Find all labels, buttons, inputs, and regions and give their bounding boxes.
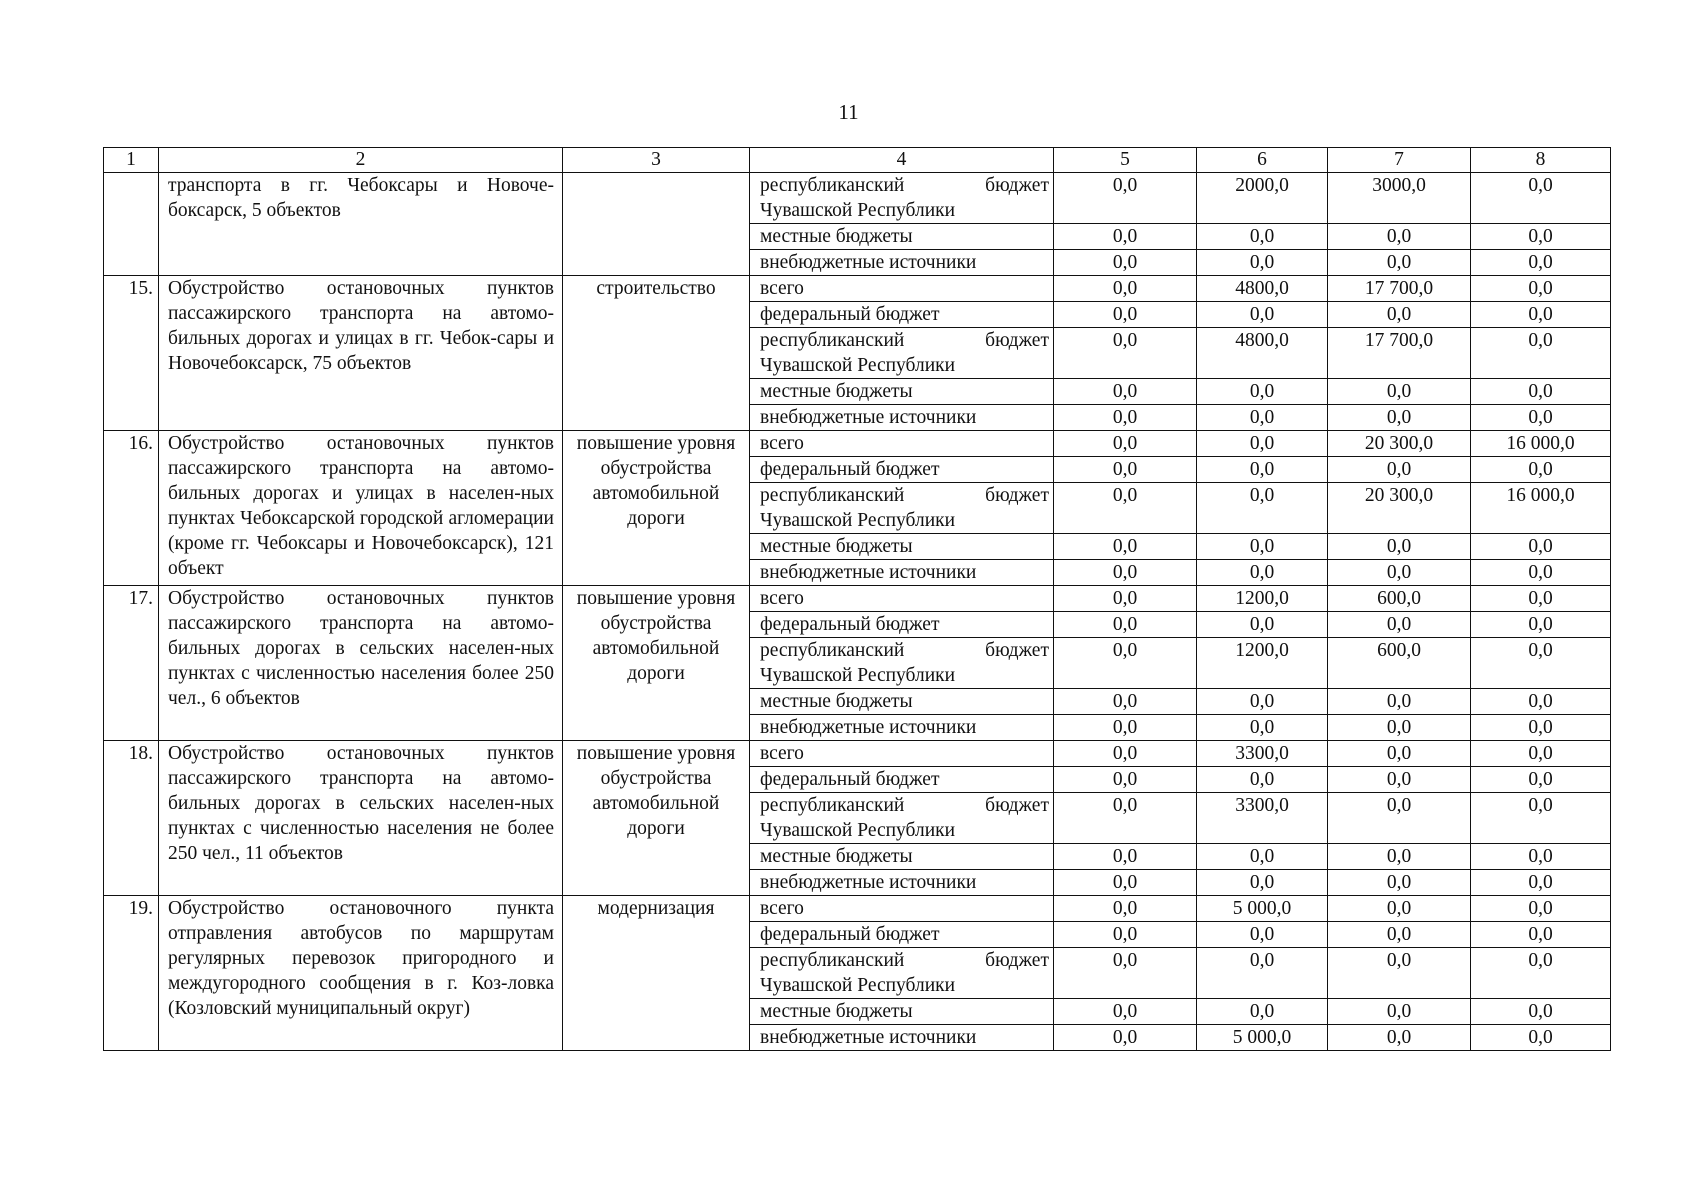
funding-source: республиканский бюджет Чувашской Республики xyxy=(750,483,1054,534)
value-col6: 1200,0 xyxy=(1197,638,1328,689)
value-col5: 0,0 xyxy=(1054,638,1197,689)
value-col6: 0,0 xyxy=(1197,302,1328,328)
budget-table xyxy=(103,147,1611,1051)
value-col5: 0,0 xyxy=(1054,276,1197,302)
funding-source: федеральный бюджет xyxy=(750,457,1054,483)
funding-source: федеральный бюджет xyxy=(750,302,1054,328)
value-col6: 0,0 xyxy=(1197,379,1328,405)
column-header: 2 xyxy=(159,148,563,173)
funding-source: внебюджетные источники xyxy=(750,1025,1054,1051)
funding-source: федеральный бюджет xyxy=(750,922,1054,948)
funding-source: местные бюджеты xyxy=(750,999,1054,1025)
value-col7: 0,0 xyxy=(1328,741,1471,767)
value-col6: 0,0 xyxy=(1197,250,1328,276)
funding-source: республиканский бюджет Чувашской Республики xyxy=(750,638,1054,689)
value-col8: 0,0 xyxy=(1471,767,1611,793)
value-col7: 0,0 xyxy=(1328,457,1471,483)
value-col7: 0,0 xyxy=(1328,896,1471,922)
item-description: Обустройство остановочных пунктов пассажирского транспорта на автомо-бильных дорогах в сельских населен-ных пунктах с численностью населения более 250 чел., 6 объектов xyxy=(159,586,563,741)
value-col5: 0,0 xyxy=(1054,741,1197,767)
value-col8: 0,0 xyxy=(1471,689,1611,715)
funding-source: республиканский бюджет Чувашской Республики xyxy=(750,948,1054,999)
funding-source: всего xyxy=(750,431,1054,457)
value-col5: 0,0 xyxy=(1054,586,1197,612)
work-type: повышение уровня обустройства автомобильной дороги xyxy=(563,431,750,586)
value-col5: 0,0 xyxy=(1054,405,1197,431)
funding-source: федеральный бюджет xyxy=(750,767,1054,793)
work-type: повышение уровня обустройства автомобильной дороги xyxy=(563,586,750,741)
column-number-row xyxy=(104,148,1611,173)
value-col8: 0,0 xyxy=(1471,173,1611,224)
value-col7: 20 300,0 xyxy=(1328,431,1471,457)
value-col5: 0,0 xyxy=(1054,896,1197,922)
item-description: Обустройство остановочных пунктов пассажирского транспорта на автомо-бильных дорогах в сельских населен-ных пунктах с численностью населения не более 250 чел., 11 объектов xyxy=(159,741,563,896)
value-col5: 0,0 xyxy=(1054,793,1197,844)
value-col6: 1200,0 xyxy=(1197,586,1328,612)
value-col5: 0,0 xyxy=(1054,328,1197,379)
value-col7: 3000,0 xyxy=(1328,173,1471,224)
value-col8: 0,0 xyxy=(1471,379,1611,405)
value-col8: 0,0 xyxy=(1471,793,1611,844)
value-col5: 0,0 xyxy=(1054,1025,1197,1051)
table-row xyxy=(104,173,1611,224)
value-col8: 0,0 xyxy=(1471,948,1611,999)
value-col6: 0,0 xyxy=(1197,457,1328,483)
item-description: Обустройство остановочных пунктов пассажирского транспорта на автомо-бильных дорогах и улицах в гг. Чебок-сары и Новочебоксарск, 75 объектов xyxy=(159,276,563,431)
value-col7: 0,0 xyxy=(1328,767,1471,793)
work-type: строительство xyxy=(563,276,750,431)
value-col8: 0,0 xyxy=(1471,457,1611,483)
value-col7: 0,0 xyxy=(1328,560,1471,586)
value-col7: 17 700,0 xyxy=(1328,276,1471,302)
funding-source: всего xyxy=(750,276,1054,302)
value-col5: 0,0 xyxy=(1054,689,1197,715)
table-row xyxy=(104,586,1611,612)
column-header: 7 xyxy=(1328,148,1471,173)
column-header: 4 xyxy=(750,148,1054,173)
value-col5: 0,0 xyxy=(1054,483,1197,534)
work-type xyxy=(563,173,750,276)
value-col7: 0,0 xyxy=(1328,612,1471,638)
value-col8: 0,0 xyxy=(1471,276,1611,302)
funding-source: местные бюджеты xyxy=(750,224,1054,250)
value-col5: 0,0 xyxy=(1054,948,1197,999)
funding-source: федеральный бюджет xyxy=(750,612,1054,638)
value-col5: 0,0 xyxy=(1054,379,1197,405)
table-row xyxy=(104,276,1611,302)
value-col8: 0,0 xyxy=(1471,896,1611,922)
column-header: 6 xyxy=(1197,148,1328,173)
funding-source: всего xyxy=(750,896,1054,922)
value-col8: 0,0 xyxy=(1471,612,1611,638)
value-col5: 0,0 xyxy=(1054,534,1197,560)
value-col5: 0,0 xyxy=(1054,560,1197,586)
value-col7: 0,0 xyxy=(1328,689,1471,715)
funding-source: местные бюджеты xyxy=(750,689,1054,715)
funding-source: внебюджетные источники xyxy=(750,560,1054,586)
value-col7: 0,0 xyxy=(1328,534,1471,560)
value-col6: 0,0 xyxy=(1197,767,1328,793)
funding-source: внебюджетные источники xyxy=(750,405,1054,431)
value-col7: 0,0 xyxy=(1328,870,1471,896)
value-col5: 0,0 xyxy=(1054,999,1197,1025)
funding-source: местные бюджеты xyxy=(750,534,1054,560)
value-col5: 0,0 xyxy=(1054,457,1197,483)
value-col6: 0,0 xyxy=(1197,715,1328,741)
item-number: 16. xyxy=(104,431,159,586)
value-col8: 0,0 xyxy=(1471,1025,1611,1051)
value-col6: 3300,0 xyxy=(1197,793,1328,844)
funding-source: республиканский бюджет Чувашской Республики xyxy=(750,173,1054,224)
table-body xyxy=(104,148,1611,1051)
value-col8: 0,0 xyxy=(1471,999,1611,1025)
funding-source: внебюджетные источники xyxy=(750,250,1054,276)
value-col5: 0,0 xyxy=(1054,715,1197,741)
funding-source: всего xyxy=(750,741,1054,767)
item-number: 15. xyxy=(104,276,159,431)
value-col7: 0,0 xyxy=(1328,405,1471,431)
value-col6: 0,0 xyxy=(1197,999,1328,1025)
item-description: Обустройство остановочного пункта отправления автобусов по маршрутам регулярных перевозок пригородного и междугородного сообщения в г. Коз-ловка (Козловский муниципальный округ) xyxy=(159,896,563,1051)
value-col6: 0,0 xyxy=(1197,922,1328,948)
column-header: 3 xyxy=(563,148,750,173)
value-col8: 0,0 xyxy=(1471,715,1611,741)
value-col8: 0,0 xyxy=(1471,224,1611,250)
table-row xyxy=(104,741,1611,767)
value-col8: 0,0 xyxy=(1471,328,1611,379)
value-col6: 0,0 xyxy=(1197,483,1328,534)
value-col6: 0,0 xyxy=(1197,844,1328,870)
funding-source: внебюджетные источники xyxy=(750,870,1054,896)
value-col6: 0,0 xyxy=(1197,405,1328,431)
value-col7: 20 300,0 xyxy=(1328,483,1471,534)
value-col6: 3300,0 xyxy=(1197,741,1328,767)
funding-source: всего xyxy=(750,586,1054,612)
value-col8: 0,0 xyxy=(1471,638,1611,689)
value-col5: 0,0 xyxy=(1054,870,1197,896)
value-col5: 0,0 xyxy=(1054,612,1197,638)
value-col6: 0,0 xyxy=(1197,689,1328,715)
funding-source: республиканский бюджет Чувашской Республики xyxy=(750,793,1054,844)
value-col6: 0,0 xyxy=(1197,431,1328,457)
value-col7: 0,0 xyxy=(1328,224,1471,250)
value-col6: 2000,0 xyxy=(1197,173,1328,224)
column-header: 5 xyxy=(1054,148,1197,173)
value-col8: 16 000,0 xyxy=(1471,483,1611,534)
value-col7: 0,0 xyxy=(1328,250,1471,276)
funding-source: республиканский бюджет Чувашской Республики xyxy=(750,328,1054,379)
column-header: 8 xyxy=(1471,148,1611,173)
value-col5: 0,0 xyxy=(1054,431,1197,457)
table-row xyxy=(104,431,1611,457)
value-col7: 0,0 xyxy=(1328,302,1471,328)
value-col5: 0,0 xyxy=(1054,224,1197,250)
value-col6: 0,0 xyxy=(1197,560,1328,586)
value-col7: 0,0 xyxy=(1328,379,1471,405)
value-col8: 0,0 xyxy=(1471,922,1611,948)
value-col8: 0,0 xyxy=(1471,302,1611,328)
value-col6: 0,0 xyxy=(1197,948,1328,999)
value-col7: 0,0 xyxy=(1328,844,1471,870)
value-col8: 0,0 xyxy=(1471,586,1611,612)
value-col6: 0,0 xyxy=(1197,612,1328,638)
work-type: повышение уровня обустройства автомобильной дороги xyxy=(563,741,750,896)
value-col8: 0,0 xyxy=(1471,405,1611,431)
funding-source: внебюджетные источники xyxy=(750,715,1054,741)
value-col6: 5 000,0 xyxy=(1197,896,1328,922)
value-col6: 5 000,0 xyxy=(1197,1025,1328,1051)
value-col5: 0,0 xyxy=(1054,250,1197,276)
item-number: 17. xyxy=(104,586,159,741)
table-row xyxy=(104,896,1611,922)
funding-source: местные бюджеты xyxy=(750,844,1054,870)
value-col5: 0,0 xyxy=(1054,302,1197,328)
item-number: 19. xyxy=(104,896,159,1051)
funding-source: местные бюджеты xyxy=(750,379,1054,405)
value-col8: 0,0 xyxy=(1471,870,1611,896)
value-col7: 0,0 xyxy=(1328,793,1471,844)
value-col8: 0,0 xyxy=(1471,560,1611,586)
value-col5: 0,0 xyxy=(1054,767,1197,793)
column-header: 1 xyxy=(104,148,159,173)
value-col7: 0,0 xyxy=(1328,999,1471,1025)
value-col7: 0,0 xyxy=(1328,922,1471,948)
value-col6: 4800,0 xyxy=(1197,328,1328,379)
item-number: 18. xyxy=(104,741,159,896)
value-col6: 0,0 xyxy=(1197,870,1328,896)
value-col7: 0,0 xyxy=(1328,1025,1471,1051)
value-col7: 600,0 xyxy=(1328,638,1471,689)
page-number: 11 xyxy=(838,100,859,124)
value-col8: 0,0 xyxy=(1471,250,1611,276)
value-col8: 0,0 xyxy=(1471,741,1611,767)
value-col5: 0,0 xyxy=(1054,922,1197,948)
item-description: транспорта в гг. Чебоксары и Новоче-боксарск, 5 объектов xyxy=(159,173,563,276)
value-col8: 16 000,0 xyxy=(1471,431,1611,457)
value-col8: 0,0 xyxy=(1471,844,1611,870)
item-description: Обустройство остановочных пунктов пассажирского транспорта на автомо-бильных дорогах и улицах в населен-ных пунктах Чебоксарской городской агломерации (кроме гг. Чебоксары и Новочебоксарск), 121 объект xyxy=(159,431,563,586)
value-col7: 600,0 xyxy=(1328,586,1471,612)
value-col7: 0,0 xyxy=(1328,948,1471,999)
value-col5: 0,0 xyxy=(1054,173,1197,224)
value-col7: 0,0 xyxy=(1328,715,1471,741)
value-col8: 0,0 xyxy=(1471,534,1611,560)
item-number xyxy=(104,173,159,276)
value-col6: 0,0 xyxy=(1197,534,1328,560)
value-col7: 17 700,0 xyxy=(1328,328,1471,379)
value-col6: 0,0 xyxy=(1197,224,1328,250)
value-col6: 4800,0 xyxy=(1197,276,1328,302)
work-type: модернизация xyxy=(563,896,750,1051)
value-col5: 0,0 xyxy=(1054,844,1197,870)
